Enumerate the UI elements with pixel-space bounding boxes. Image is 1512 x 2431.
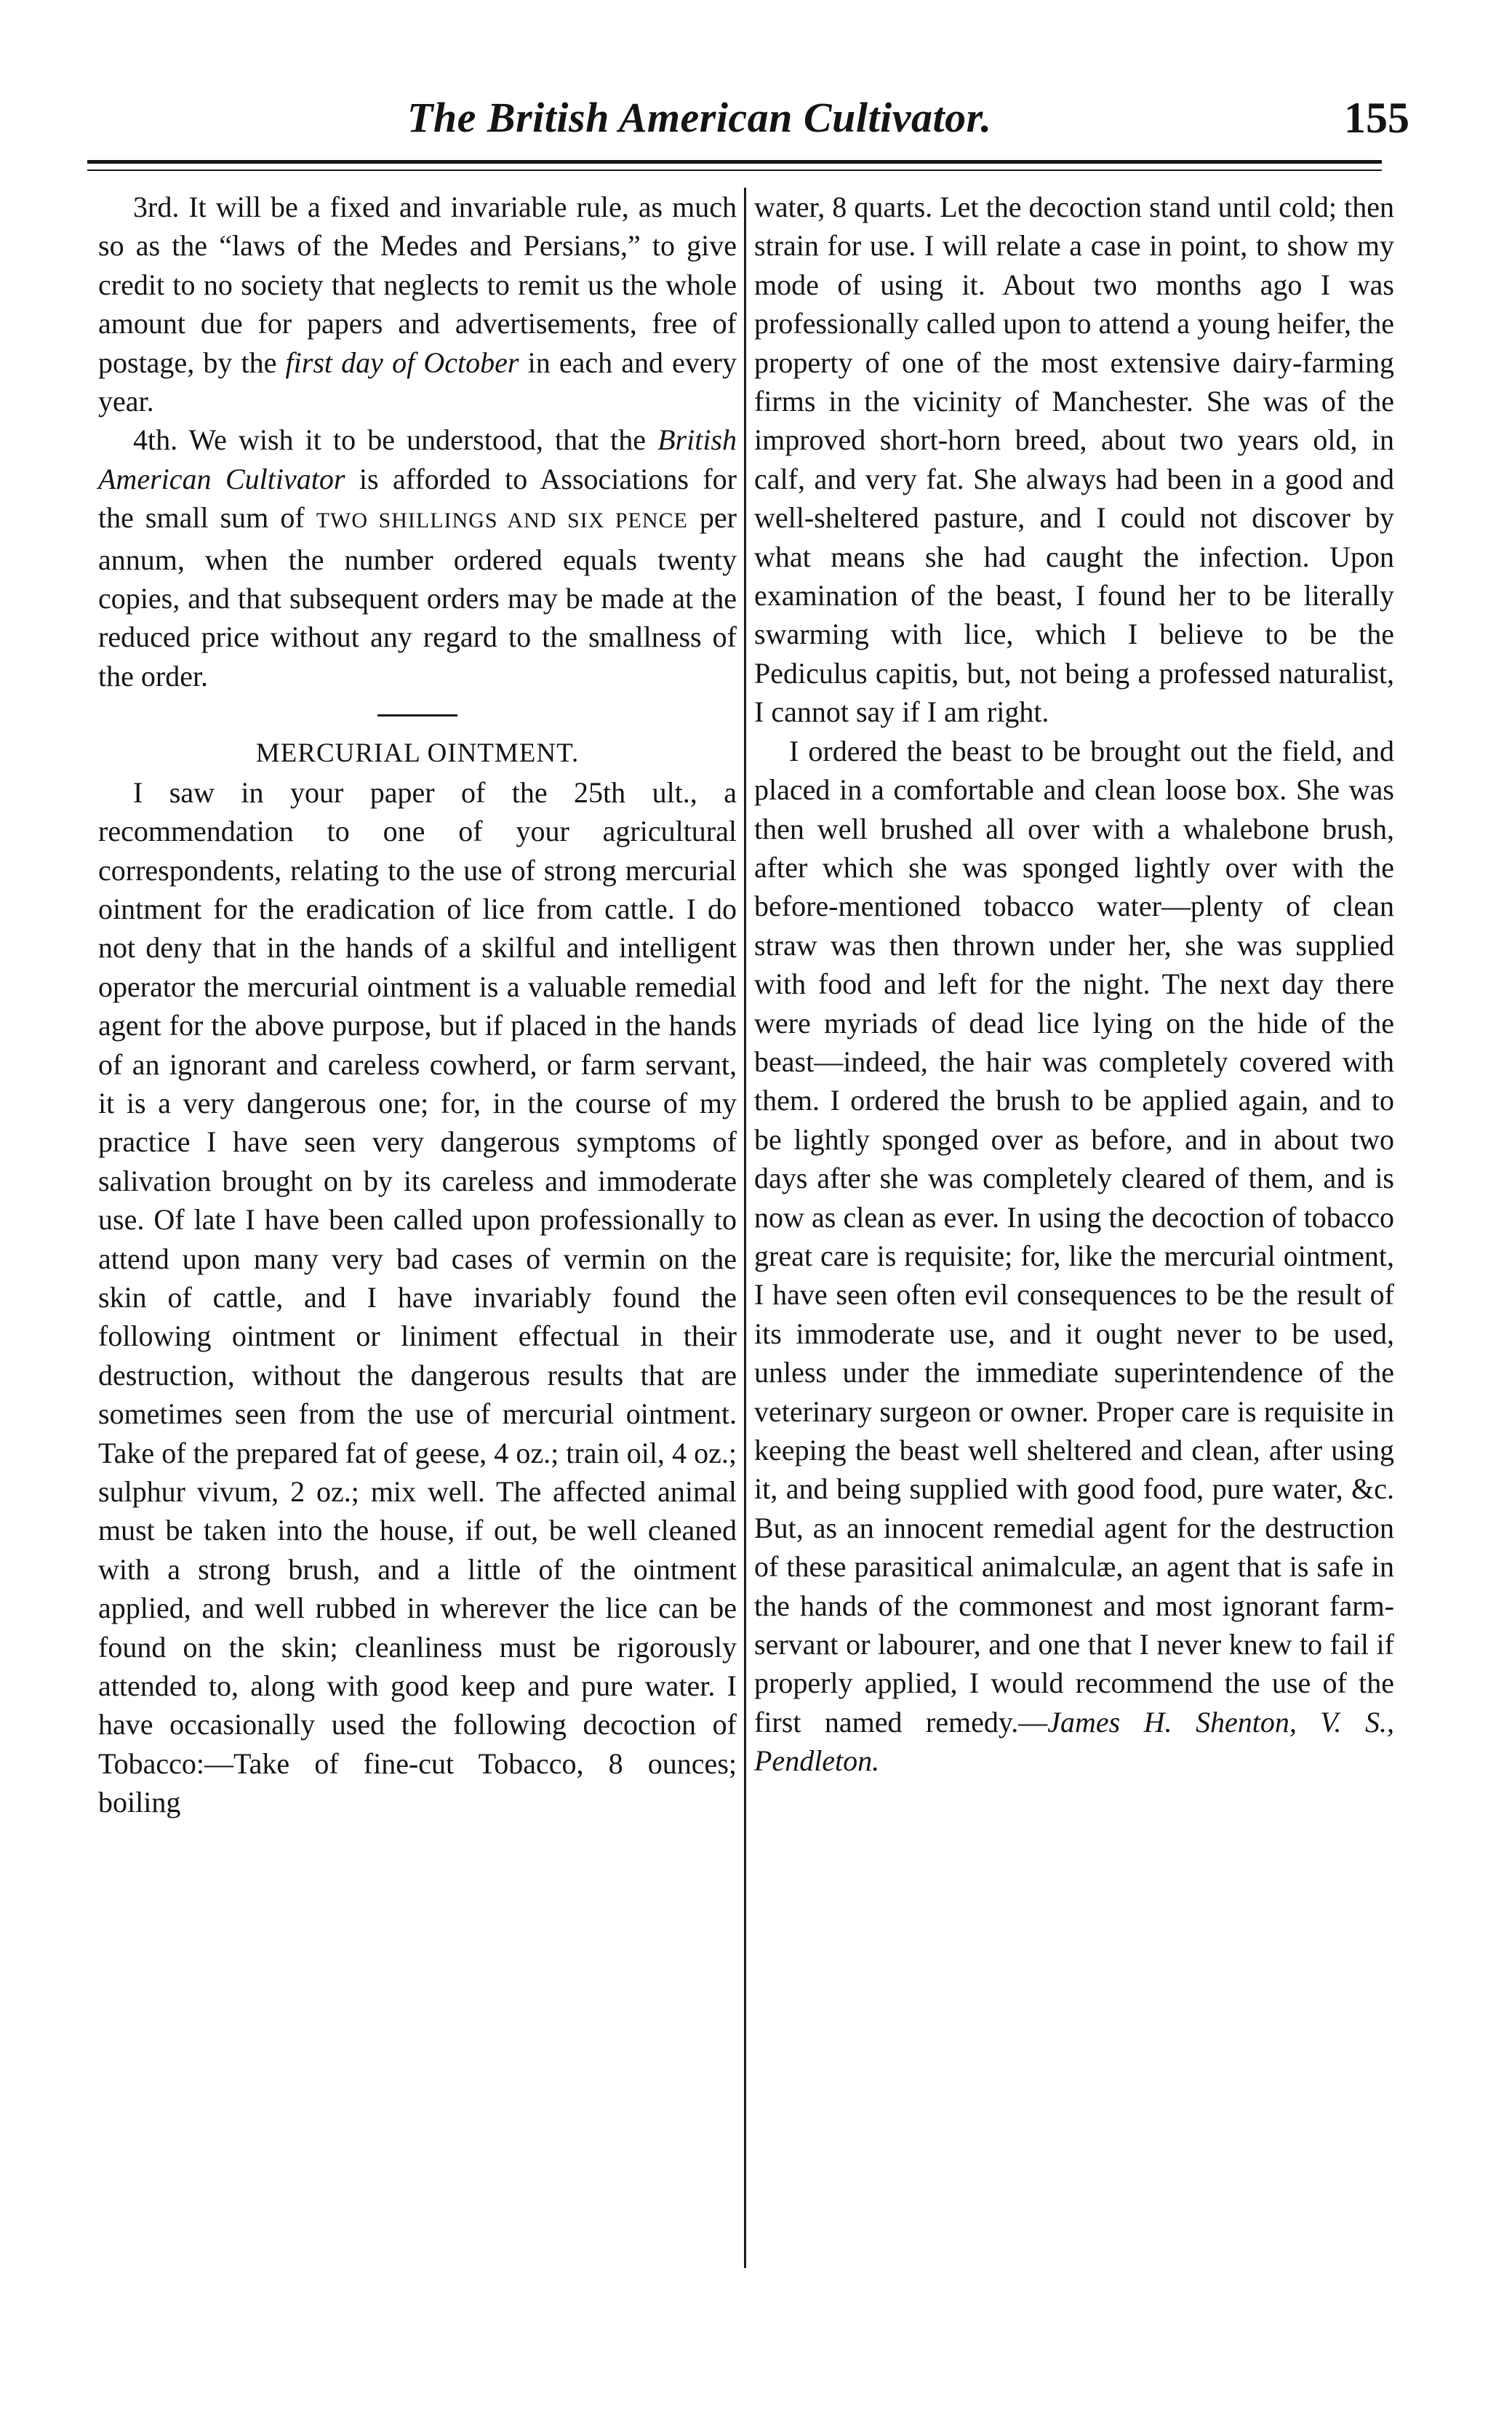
notice-third-deadline: first day of October <box>285 346 519 379</box>
page-header <box>87 93 1425 151</box>
treatment-paragraph <box>754 732 1394 1781</box>
section-separator <box>377 714 457 716</box>
notice-fourth-text: 4th. We wish it to be understood, that the <box>133 423 658 457</box>
notice-fourth-paragraph <box>98 420 737 695</box>
running-title: The British American Cultivator. <box>407 94 992 141</box>
notice-fourth-tail: per annum, when the number ordered equals twenty copies, and that subsequent orders may be made at the reduced price without any regard to the smallness of the order. <box>98 501 737 692</box>
mercurial-letter-paragraph: I saw in your paper of the 25th ult., a recommendation to one of your agricultural correspondents, relating to the use of strong mercurial ointment for the eradication of lice from cattle. I do not deny that in the hands of a skilful and intelligent operator the mercurial ointment is a valuable remedial agent for the above purpose, but if placed in the hands of an ignorant and careless cowherd, or farm servant, it is a very dangerous one; for, in the course of my practice I have seen very dangerous symptoms of salivation brought on by its careless and immoderate use. Of late I have been called upon professionally to attend upon many very bad cases of vermin on the skin of cattle, and I have invariably found the following ointment or liniment effectual in their destruction, without the dangerous results that are sometimes seen from the use of mercurial ointment. Take of the prepared fat of geese, 4 oz.; train oil, 4 oz.; sulphur vivum, 2 oz.; mix well. The affected animal must be taken into the house, if out, be well cleaned with a strong brush, and a little of the ointment applied, and well rubbed in wherever the lice can be found on the skin; cleanliness must be rigorously attended to, along with good keep and pure water. I have occasionally used the following decoction of Tobacco:—Take of fine-cut Tobacco, 8 ounces; boiling <box>98 775 737 1819</box>
column-divider <box>744 188 746 2268</box>
publication-name: British American Cultivator <box>98 423 737 495</box>
author-signature: James H. Shenton, V. S., Pendleton. <box>754 1705 1394 1778</box>
right-column <box>754 188 1394 1781</box>
page-number: 155 <box>1344 94 1409 142</box>
subscription-price: TWO SHILLINGS AND SIX PENCE <box>316 508 688 533</box>
notice-third-text: 3rd. It will be a fixed and invariable rule, as much so as the “laws of the Medes and Persians,” to give credit to no society that neglects to remit us the whole amount due for papers and advertisements, free of postage, by the <box>98 191 737 379</box>
header-rule-thin <box>87 169 1382 171</box>
notice-third-tail: in each and every year. <box>98 346 737 418</box>
treatment-text: I ordered the beast to be brought out the field, and placed in a comfortable and clean loose box. She was then well brushed all over with a whalebone brush, after which she was sponged lightly over with the before-mentioned tobacco water—plenty of clean straw was then thrown under her, she was supplied with food and left for the night. The next day there were myriads of dead lice lying on the hide of the beast—indeed, the hair was completely covered with them. I ordered the brush to be applied again, and to be lightly sponged over as before, and in about two days after she was completely cleared of them, and is now as clean as ever. In using the decoction of tobacco great care is requisite; for, like the mercurial ointment, I have seen often evil consequences to be the result of its immoderate use, and it ought never to be used, unless under the immediate superintendence of the veterinary surgeon or owner. Proper care is requisite in keeping the beast well sheltered and clean, after using it, and being supplied with good food, pure water, &c. But, as an innocent remedial agent for the destruction of these parasitical animalculæ, an agent that is safe in the hands of the commonest and most ignorant farm-servant or labourer, and one that I never knew to fail if properly applied, I would recommend the use of the first named remedy.— <box>754 734 1394 1739</box>
section-heading: MERCURIAL OINTMENT. <box>255 738 580 769</box>
letter-continuation-paragraph: water, 8 quarts. Let the decoction stand until cold; then strain for use. I will relate a case in point, to show my mode of using it. About two months ago I was professionally called upon to attend a young heifer, the property of one of the most extensive dairy-farming firms in the vicinity of Manchester. She was of the improved short-horn breed, about two years old, in calf, and very fat. She always had been in a good and well-sheltered pasture, and I could not discover by what means she had caught the infection. Upon examination of the beast, I found her to be literally swarming with lice, which I believe to be the Pediculus capitis, but, not being a professed naturalist, I cannot say if I am right. <box>754 191 1394 729</box>
notice-fourth-text-2: is afforded to Associations for the small sum of <box>98 462 737 535</box>
header-rule-thick <box>87 160 1382 164</box>
left-column <box>98 188 737 1822</box>
notice-third-paragraph <box>98 188 737 420</box>
